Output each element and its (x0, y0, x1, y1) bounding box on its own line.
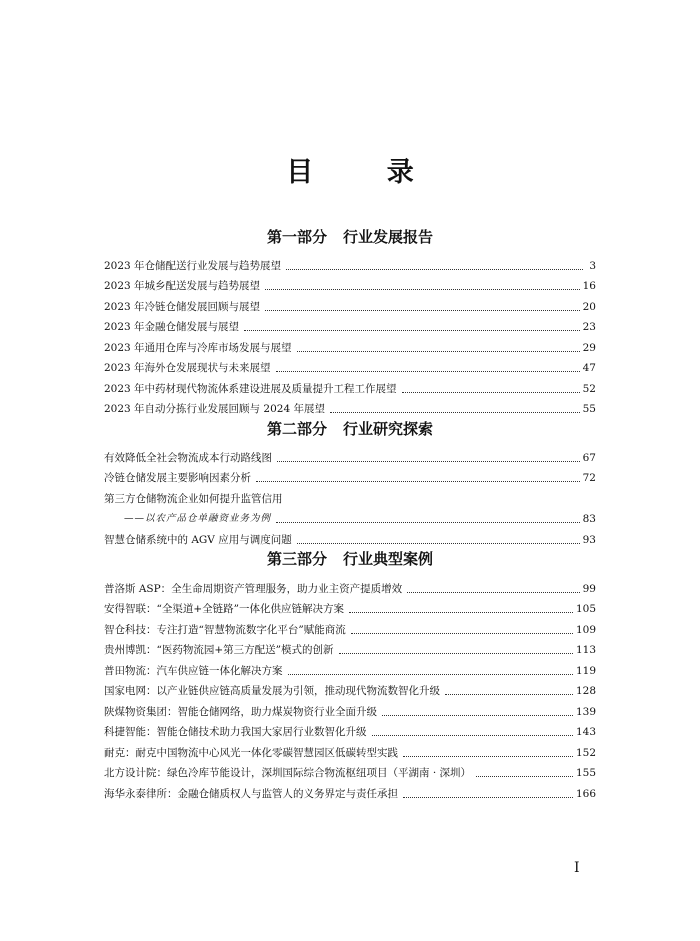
toc-entry[interactable]: 智仓科技：专注打造“智慧物流数字化平台”赋能商流 109 (104, 623, 596, 636)
toc-entry[interactable]: 海华永泰律所：金融仓储质权人与监管人的义务界定与责任承担 166 (104, 787, 596, 800)
page-number: 109 (575, 623, 596, 636)
toc-entry[interactable]: 2023 年城乡配送发展与趋势展望 16 (104, 280, 596, 292)
toc-entry[interactable]: 第三方仓储物流企业如何提升监管信用 (104, 492, 283, 505)
page-title: 目 录 (286, 157, 446, 188)
toc-entry[interactable]: 2023 年海外仓发展现状与未来展望 47 (104, 362, 596, 374)
page-number: 143 (575, 726, 596, 738)
toc-entry[interactable]: 2023 年仓储配送行业发展与趋势展望 3 (104, 259, 596, 272)
toc-entry[interactable]: 2023 年自动分拣行业发展回顾与 2024 年展望 55 (104, 403, 596, 415)
part-title: 行业研究探索 (343, 420, 434, 438)
page-number: 67 (582, 451, 596, 464)
page-number: 119 (575, 664, 596, 677)
page-number: 113 (575, 644, 596, 656)
page-number: 23 (582, 321, 596, 333)
toc-entry[interactable]: 科捷智能：智能仓储技术助力我国大家居行业数智化升级 143 (104, 726, 596, 738)
page-number: 166 (575, 787, 596, 800)
toc-entry[interactable]: 耐克：耐克中国物流中心风光一体化零碳智慧园区低碳转型实践 152 (104, 746, 596, 759)
page-number: 128 (575, 685, 596, 697)
page-number: 72 (582, 472, 596, 484)
page-number: 105 (575, 603, 596, 615)
page-number: 20 (582, 300, 596, 313)
part-heading-2 (0, 418, 700, 439)
part-title: 行业发展报告 (343, 228, 434, 246)
page-number: 29 (582, 341, 596, 354)
toc-entry[interactable]: 陕煤物资集团：智能仓储网络，助力煤炭物资行业全面升级 139 (104, 705, 596, 718)
toc-entry[interactable]: 2023 年通用仓库与冷库市场发展与展望 29 (104, 341, 596, 354)
page-number: 139 (575, 705, 596, 718)
page-number: 52 (582, 382, 596, 395)
page-number: 3 (589, 259, 596, 272)
toc-entry[interactable]: 智慧仓储系统中的 AGV 应用与调度问题 93 (104, 533, 596, 546)
page-number: 155 (575, 767, 596, 779)
page-number: 99 (582, 582, 596, 595)
toc-list-part-1 (104, 252, 596, 416)
toc-entry[interactable]: 普洛斯 ASP：全生命周期资产管理服务，助力业主资产提质增效 99 (104, 582, 596, 595)
toc-entry[interactable]: 普田物流：汽车供应链一体化解决方案 119 (104, 664, 596, 677)
part-heading-1 (0, 226, 700, 247)
toc-list-part-3 (104, 575, 596, 801)
toc-entry[interactable]: 国家电网：以产业链供应链高质量发展为引领，推动现代物流数智化升级 128 (104, 685, 596, 697)
page-number: 83 (582, 513, 596, 525)
toc-entry[interactable]: 有效降低全社会物流成本行动路线图 67 (104, 451, 596, 464)
part-label: 第一部分 (266, 228, 327, 246)
toc-entry-subtitle[interactable]: ——以农产品仓单融资业务为例 83 (124, 513, 596, 525)
toc-entry[interactable]: 2023 年冷链仓储发展回顾与展望 20 (104, 300, 596, 313)
toc-list-part-2 (104, 444, 596, 547)
page-number: 152 (575, 746, 596, 759)
toc-entry[interactable]: 北方设计院：绿色冷库节能设计，深圳国际综合物流枢纽项目（平湖南 · 深圳） 155 (104, 767, 596, 779)
toc-entry[interactable]: 2023 年中药材现代物流体系建设进展及质量提升工程工作展望 52 (104, 382, 596, 395)
part-label: 第二部分 (266, 420, 327, 438)
page-folio: I (574, 860, 580, 876)
toc-entry[interactable]: 2023 年金融仓储发展与展望 23 (104, 321, 596, 333)
toc-entry[interactable]: 贵州博凯：“医药物流园+第三方配送”模式的创新 113 (104, 644, 596, 656)
page-number: 47 (582, 362, 596, 374)
toc-entry[interactable]: 安得智联：“全渠道+全链路”一体化供应链解决方案 105 (104, 603, 596, 615)
part-heading-3 (0, 548, 700, 569)
page-number: 55 (582, 403, 596, 415)
page-number: 16 (582, 280, 596, 292)
part-label: 第三部分 (266, 550, 327, 568)
page-number: 93 (582, 533, 596, 546)
part-title: 行业典型案例 (343, 550, 434, 568)
toc-entry[interactable]: 冷链仓储发展主要影响因素分析 72 (104, 472, 596, 484)
